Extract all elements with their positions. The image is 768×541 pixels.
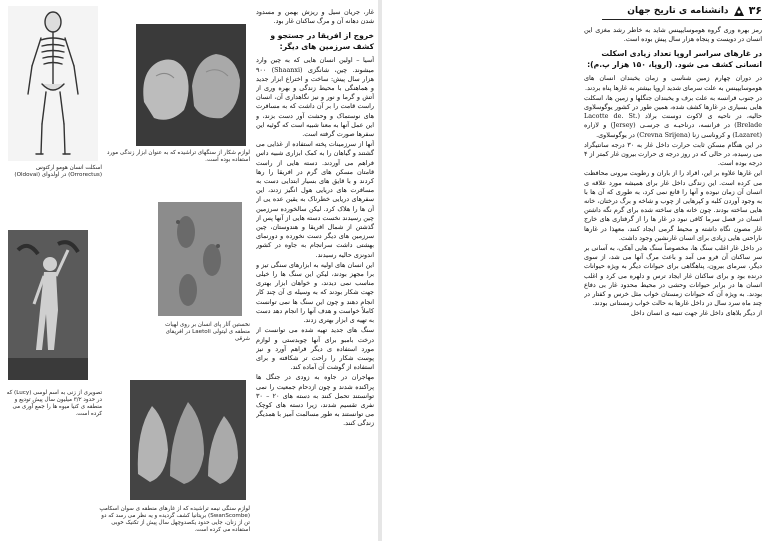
header-rule	[602, 19, 762, 20]
statue-caption: تصویری از زنی به اسم لوسی (Lucy) که در حدود ۳/۲ میلیون سال پیش تودیع و منطقه ی کنیا میوه ها را جمع آوری می کرده است.	[6, 390, 102, 417]
right-column-a	[584, 26, 762, 540]
skeleton-illustration	[8, 6, 98, 161]
footprints-caption: نخستین آثار پای انسان بر روی لهیات منطقه ی لیتولی Laetoli در افریقای شرقی	[165, 322, 250, 342]
stones-top-caption: لوازم شکار از سنگهای تراشیده که به عنوان ابزار زندگی مورد استفاده بوده است.	[107, 150, 250, 163]
right-paragraph: از دیگر بلاهای داخل غار جهت تنبیه ی انسان داخل	[631, 309, 762, 318]
footprints-photo	[158, 202, 242, 316]
book-emblem-icon	[733, 5, 745, 17]
skeleton-photo	[8, 6, 98, 161]
right-paragraph: در دوران چهارم زمین شناسی و زمان یخبندان انسان های هوموسایپینس به علت سرمای شدید اروپا بیشتر به غارها پناه بردند.	[584, 74, 762, 92]
left-paragraph: سنگ های جدید تهیه شده می توانست از درخت بامبو برای آنها چوبدستی و لوازم مورد استفاده ی دیگر فراهم آورد و نیز پوست شکار را راحت تر شکافته و برای استفاده از گوشت آن آماده کند.	[256, 326, 374, 372]
page-number: ۳۶	[748, 4, 762, 17]
skeleton-caption: اسکلت انسان هومو ارکتوس (Orrorectus) در اولدوای (Oldovai)	[14, 165, 102, 178]
header-title: دانشنامه ی تاریخ جهان	[627, 5, 729, 16]
left-paragraph: مهاجران در جاوه به زودی در جنگل ها پراکنده شدند و چون ازدحام جمعیت را نمی توانستند تحمل کنند به دسته های ۲۰ – ۳۰ نفری تقسیم شدند، زیرا دسته های کوچک می توانستند به طور مسالمت آمیز با همدیگر زندگی کنند.	[256, 373, 374, 428]
left-paragraph: آنها از سرزمینات پخته استفاده از غذایی می گشتند و گیاهان را به کمک ابزاری شبیه داس فراهم می آوردند. دسته هایی از راست قامتان مسکن های گرم در افریقا را رها کردند و با قایق های بسیار ابتدایی دست به مسافرت های دریایی هول انگیز زدند، این سفرهای دریایی خطرناک به یقین عده یی از آن ها را هلاک کرد. لیکن سالخورده سرزمین چین رسیدند نخست دسته هایی از آنها پس از گذشتن از شمال افریقا و هندوستان، چین سرزمین های دیگر دست نخورده و دورنمای بهشتی داشت سرانجام به جاوه در کشور اندونزی حالیه رسیدند.	[256, 140, 374, 259]
right-paragraph: در این هنگام مسکن ثابت حرارت داخل غار به ۳۰ درجه سانتیگراد می رسیده، در حالی که در روز درجه ی حرارت بیرون غار کمتر از ۴ درجه بوده است.	[584, 140, 762, 168]
stones-bottom-photo	[130, 380, 246, 500]
stone-tools-illustration	[136, 24, 246, 146]
left-intro: غار، جریان سیل و ریزش بهمن و مسدود شدن دهانه آن و مرگ ساکنان غار بود.	[256, 8, 374, 26]
left-paragraph: آسیا – اولین انسان هایی که به چین وارد میشوند. چین، شانگزی (Shaanxi) ۹۰۰ هزار سال پیش: ساخت و اختراع ابزار جدید و هماهنگی با محیط زندگی و بهره وری از آتش و گرما و نور و نیز نگاهداری آن، انسان راست قامت را بر آن داشت که به مسافرت های نوستماک و وحشت آور دست بزند، و این عمل آنها به معنا شبیه است که گوئیه این سفرها صورت گرفته است.	[256, 56, 374, 139]
left-text-column	[256, 8, 374, 540]
right-section-heading: در غارهای سراسر اروپا تعداد زیادی اسکلت انسانی کشف می شود. (اروپا، ۱۵۰ هزار پ.م):	[587, 49, 762, 70]
left-section-heading: خروج از افریقا در جستجو و کشف سرزمین های دیگر:	[270, 31, 374, 52]
running-header	[627, 4, 762, 17]
statue-photo	[8, 230, 88, 380]
right-paragraph: این غارها علاوه بر این، افراد را از باران و رطوبت بیرونی محافظت می کرده است. این زندگی داخل غار برای همیشه مورد علاقه ی انسان آن زمان نبوده و آنها را قانع نمی کرد، به طوری که آن ها با به وجود آوردن کلبه و کپرهایی از چوب و شاخه و برگ درختان، خانه هایی ساخته بودند. چون خانه های ساخته شده برای گرم نگه داشتن انسان در فصل سرما کافی نبود در غار ها را از گرفتاری های خارج غار مصون نگاه داشته و محیط گرمی ایجاد کنند، معهذا در غارها ناراحتی هایی زیادی برای انسان غارنشین وجود داشت.	[584, 169, 762, 242]
statue-illustration	[8, 230, 88, 380]
left-page	[0, 0, 378, 541]
right-intro: رمز بهره وری گروه هوموسایپینس شاید به خاطر رشد مغزی این انسان در دویست و پنجاه هزار سال پیش بوده است.	[584, 26, 762, 44]
stone-artifacts-illustration	[130, 380, 246, 500]
stones-top-photo	[136, 24, 246, 146]
right-paragraph: در داخل غار اغلب سنگ ها، مخصوصاً سنگ هایی آهکی، به آسانی بر سر ساکنان آن فرو می آمد و باعث مرگ آنها می شد، از سوی دیگر، سرمای بیرون، پناهگاهی برای حیوانات دیگر به ویژه حیوانات درنده بود و برای ساکنان غار ایجاد ترس و دلهره می کرد و اغلب انسان ها در برابر حیوانات وحشی در محیط محدود غار بی دفاع بودند. به ویژه آن که حیوانات زمستان خواب مثل خرس و کفتار در چند ماه سرد سال در داخل غارها به حالت خواب زمستانی بودند.	[584, 244, 762, 308]
stones-bottom-caption: لوازم سنگی نیمه تراشیده که از غارهای منطقه ی سوان اسکامپ (SwanScombe) بریتانیا کشف گردیده و یه نظر می رسد که دو تن از زنان، جایی حدود یکصدوچهل سال پیش از تکنیک خوبی استفاده می کرده است.	[99, 506, 250, 533]
footprints-illustration	[158, 202, 242, 316]
left-paragraph: این انسان های اولیه به ابزارهای سنگی تیز و برا مجهز بودند، لیکن این سنگ ها را خیلی مناسب نمی دیدند، و خواهان ابزار بهتری جهت شکار بودند که به وسیله ی آن چند کار انجام دهند و چون این سنگ ها نمی توانست کاملاً خواست و هدف آنها را انجام دهد دست به تهیه ی ابزار بهتری زدند.	[256, 260, 374, 325]
right-page	[382, 0, 768, 541]
right-paragraph: در جنوب فرانسه به علت برف و یخبندان جنگلها و زمین ها، اسکلت هایی بسیاری در غارها کشف شده، همین طور در کشور یوگوسلاوی حالیه، در ناحیه ی لاکوت دوسنت برلاد (Lacotte de. St. Brelade) در فرانسه، درناحیـه ی جرسـی (Jersey) و لازاره (Lazaret) و کروناسی زنا (Crevna Srijena) در یوگوسلاوی.	[584, 93, 762, 139]
